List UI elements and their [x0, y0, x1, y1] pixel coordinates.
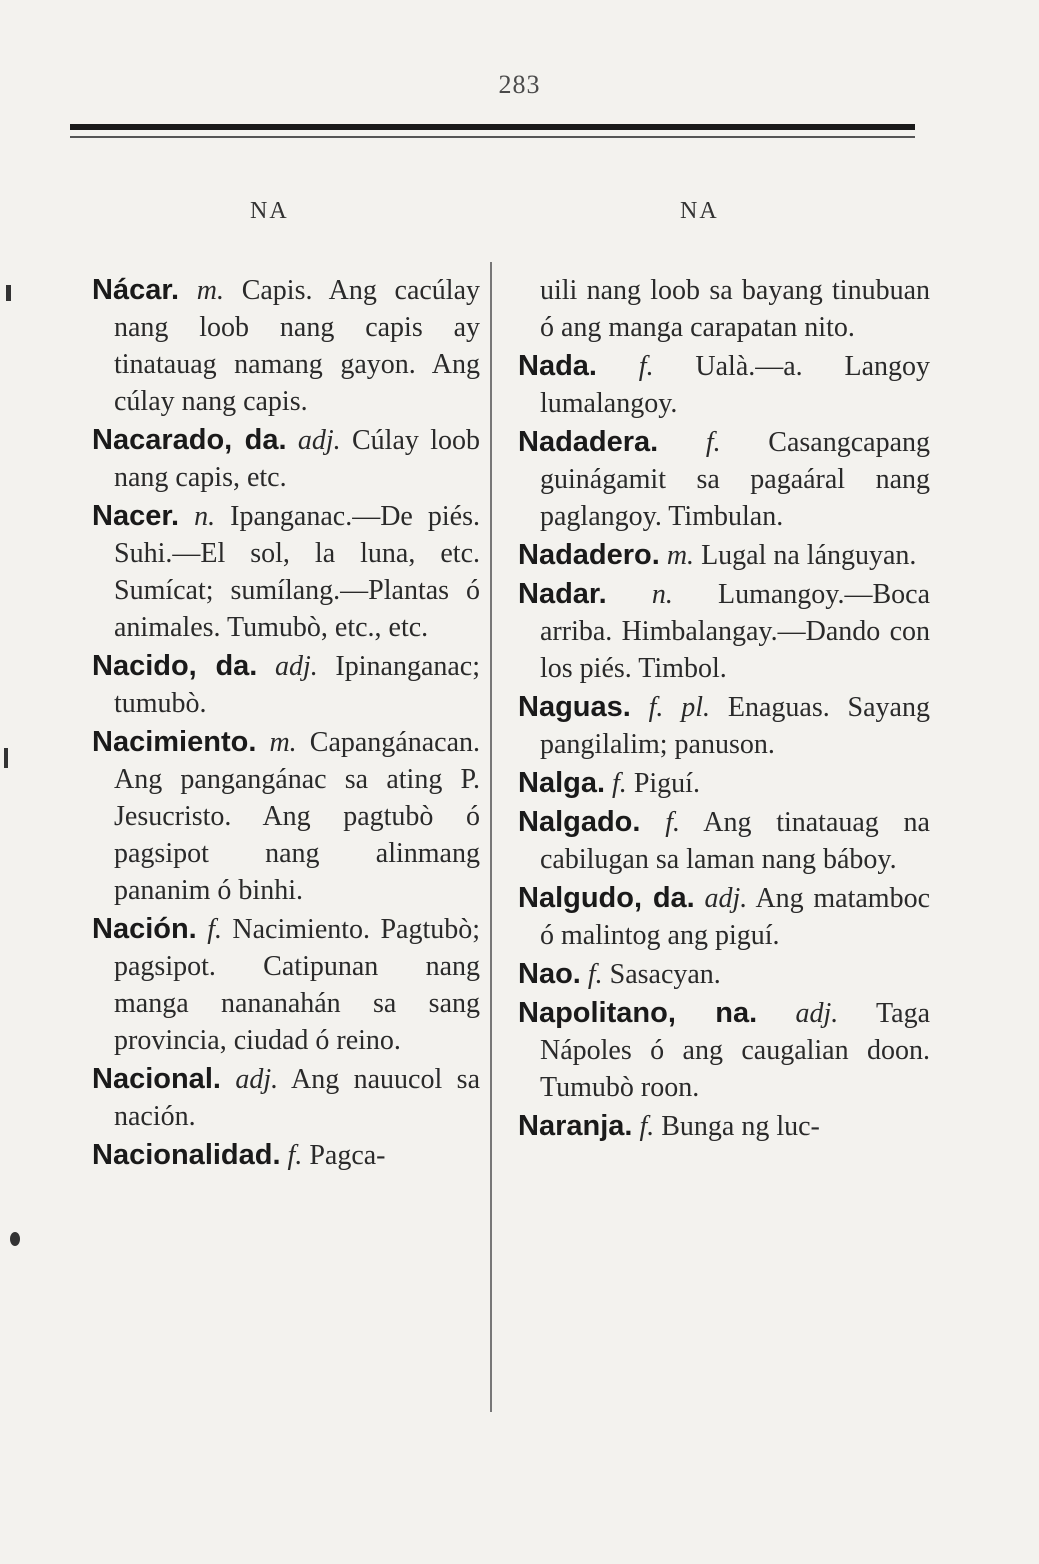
entry-headword: Nacimiento.: [92, 726, 257, 758]
entry-headword: Nácar.: [92, 274, 180, 306]
entry-headword: Nadadera.: [518, 426, 659, 458]
page-number: 283: [498, 70, 541, 99]
header-rule: [70, 124, 915, 130]
entry-definition: Ang tinatauag na cabilugan sa laman nang báboy.: [540, 807, 930, 875]
entry-grammar: adj.: [274, 651, 318, 682]
entry-definition: Ualà.—a. Langoy lumalangoy.: [540, 351, 931, 419]
entry-headword: Naranja.: [518, 1110, 633, 1142]
entry-headword: Nalgado.: [518, 806, 641, 838]
entry-grammar: f.: [587, 959, 603, 990]
left-column: [92, 272, 480, 1176]
entry-headword: Nalga.: [518, 767, 606, 799]
entry-headword: Nalgudo, da.: [518, 882, 695, 914]
entry-definition: Cúlay loob nang capis, etc.: [114, 425, 481, 493]
dictionary-entry: [518, 348, 930, 422]
entry-grammar: m.: [269, 727, 297, 758]
entry-definition: Bunga ng luc-: [661, 1111, 820, 1142]
entry-headword: Nacional.: [92, 1063, 221, 1095]
entry-grammar: n.: [651, 579, 673, 610]
dictionary-entry: [92, 498, 480, 646]
entry-definition: Ipinanganac; tumubò.: [114, 651, 480, 719]
entry-definition: Capangánacan. Ang pangangánac sa ating P. Jesucristo. Ang pagtubò ó pagsipot nang alinmang pananim ó binhi.: [114, 727, 481, 906]
entry-headword: Nadar.: [518, 578, 607, 610]
dictionary-entry: [518, 424, 930, 535]
entry-definition: Piguí.: [633, 768, 700, 799]
dictionary-entry: [518, 804, 930, 878]
dictionary-entry: [518, 956, 930, 993]
entry-definition: Nacimiento. Pagtubò; pagsipot. Catipunan nang manga nananahán sa sang provincia, ciudad ó reino.: [114, 914, 481, 1056]
entry-grammar: adj.: [297, 425, 341, 456]
entry-headword: Nao.: [518, 958, 581, 990]
entry-headword: Nacionalidad.: [92, 1139, 281, 1171]
dictionary-entry: [518, 765, 930, 802]
entry-grammar: f. pl.: [648, 692, 711, 723]
entry-definition: Sasacyan.: [609, 959, 721, 990]
dictionary-entry: [92, 422, 480, 496]
entry-grammar: f.: [639, 1111, 655, 1142]
dictionary-entry: [518, 1108, 930, 1145]
entry-continuation: uili nang loob sa bayang tinubuan ó ang manga carapatan nito.: [540, 275, 930, 343]
entry-definition: Casangcapang guinágamit sa pagaáral nang paglangoy. Timbulan.: [540, 427, 931, 532]
dictionary-entry: [92, 724, 480, 909]
entry-grammar: adj.: [704, 883, 748, 914]
entry-definition: Ipanganac.—De piés. Suhi.—El sol, la luna, etc. Sumícat; sumílang.—Plantas ó animales. Tumubò, etc., etc.: [114, 501, 481, 643]
entry-headword: Naguas.: [518, 691, 631, 723]
entry-grammar: f.: [638, 351, 654, 382]
column-divider: [490, 262, 492, 1412]
entry-grammar: f.: [705, 427, 721, 458]
entry-headword: Nacido, da.: [92, 650, 258, 682]
entry-grammar: m.: [666, 540, 695, 571]
entry-grammar: adj.: [795, 998, 839, 1029]
dictionary-entry: [518, 995, 930, 1106]
entry-grammar: f.: [207, 914, 222, 945]
entry-grammar: adj.: [235, 1064, 279, 1095]
right-column-header: NA: [680, 198, 719, 224]
entry-headword: Nacarado, da.: [92, 424, 287, 456]
dictionary-entry: [92, 272, 480, 420]
entry-definition: Enaguas. Sayang pangilalim; panuson.: [540, 692, 930, 760]
entry-grammar: f.: [665, 807, 680, 838]
dictionary-entry: [518, 576, 930, 687]
entry-definition: Taga Nápoles ó ang caugalian doon. Tumubò roon.: [540, 998, 931, 1103]
entry-definition: Pagca-: [309, 1140, 386, 1171]
dictionary-entry: [92, 648, 480, 722]
margin-speck: [10, 1232, 20, 1246]
entry-definition: Ang matamboc ó malintog ang piguí.: [540, 883, 931, 951]
dictionary-entry: [518, 689, 930, 763]
entry-grammar: m.: [196, 275, 224, 306]
entry-grammar: f.: [612, 768, 627, 799]
right-column: [518, 272, 930, 1147]
dictionary-entry: [92, 911, 480, 1059]
entry-headword: Napolitano, na.: [518, 997, 758, 1029]
dictionary-entry: [518, 880, 930, 954]
margin-speck: [6, 285, 11, 301]
dictionary-entry: [92, 1137, 480, 1174]
entry-definition: Lugal na lánguyan.: [701, 540, 917, 571]
header-rule-thin: [70, 136, 915, 138]
entry-headword: Nación.: [92, 913, 197, 945]
dictionary-entry: [92, 1061, 480, 1135]
entry-headword: Nada.: [518, 350, 597, 382]
left-column-header: NA: [250, 198, 289, 224]
entry-grammar: f.: [287, 1140, 303, 1171]
entry-headword: Nacer.: [92, 500, 180, 532]
margin-speck: [4, 748, 8, 768]
entry-definition: Ang nauucol sa nación.: [114, 1064, 480, 1132]
entry-definition: Capis. Ang cacúlay nang loob nang capis ay tinatauag namang gayon. Ang cúlay nang capis.: [114, 275, 480, 417]
dictionary-entry: [518, 537, 930, 574]
entry-definition: Lumangoy.—Boca arriba. Himbalangay.—Dando con los piés. Timbol.: [540, 579, 931, 684]
entry-grammar: n.: [194, 501, 216, 532]
entry-headword: Nadadero.: [518, 539, 660, 571]
